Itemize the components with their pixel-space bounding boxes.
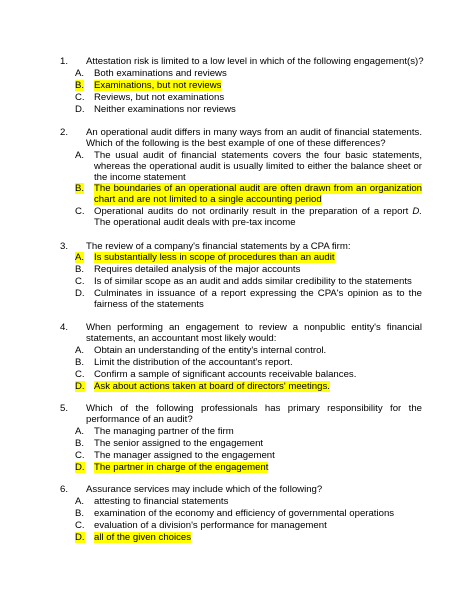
option-letter: A.	[75, 426, 85, 437]
option-letter: A.	[75, 150, 85, 161]
option-letter-highlighted: B.	[75, 80, 85, 91]
option-letter: B.	[75, 264, 85, 275]
option-letter-highlighted: A.	[75, 252, 85, 263]
option-text: Reviews, but not examinations	[94, 92, 225, 103]
option-text-highlighted	[94, 183, 422, 205]
question-text: Attestation risk is limited to a low level in which of the following engagement(s)?	[86, 56, 424, 67]
option-text: examination of the economy and efficiency of governmental operations	[94, 508, 395, 519]
option-text-highlighted: Ask about actions taken at board of directors' meetings.	[94, 381, 330, 392]
question-text: Which of the following professionals has primary responsibility for the performance of an audit?	[86, 403, 422, 425]
option-letter: D.	[75, 104, 85, 115]
question-number: 5.	[60, 403, 69, 414]
question-number: 6.	[60, 484, 69, 495]
option-letter: A.	[75, 68, 85, 79]
option-text: evaluation of a division's performance for management	[94, 520, 327, 531]
option-letter-highlighted: D.	[75, 532, 85, 543]
question-text: An operational audit differs in many ways from an audit of financial statements. Which of the following is the best example of one of these differences?	[86, 127, 422, 149]
option-text: Limit the distribution of the accountant's report.	[94, 357, 293, 368]
option-letter-highlighted: B.	[75, 183, 85, 194]
option-text-highlighted: Is substantially less in scope of procedures than an audit	[94, 252, 335, 263]
option-text: The managing partner of the firm	[94, 426, 234, 437]
option-text: The manager assigned to the engagement	[94, 450, 275, 461]
option-text: Requires detailed analysis of the major accounts	[94, 264, 301, 275]
option-text: Confirm a sample of significant accounts receivable balances.	[94, 369, 357, 380]
option-letter: A.	[75, 345, 85, 356]
option-text-highlighted: all of the given choices	[94, 532, 192, 543]
option-letter: A.	[75, 496, 85, 507]
question-number: 3.	[60, 241, 69, 252]
option-letter: B.	[75, 508, 85, 519]
option-text: The usual audit of financial statements covers the four basic statements, whereas the operational audit is usually limited to either the balance sheet or the income statement	[94, 150, 422, 183]
option-letter: C.	[75, 450, 85, 461]
option-letter: C.	[75, 206, 85, 217]
option-letter: B.	[75, 438, 85, 449]
option-text: The senior assigned to the engagement	[94, 438, 264, 449]
option-text: Is of similar scope as an audit and adds similar credibility to the statements	[94, 276, 412, 287]
question-text: The review of a company's financial statements by a CPA firm:	[86, 241, 351, 252]
option-text-part: The operational audit deals with pre-tax income	[94, 217, 296, 228]
option-letter: D.	[75, 288, 85, 299]
option-letter: B.	[75, 357, 85, 368]
option-text: Obtain an understanding of the entity's internal control.	[94, 345, 327, 356]
option-letter: C.	[75, 520, 85, 531]
option-letter: C.	[75, 276, 85, 287]
option-text: Neither examinations nor reviews	[94, 104, 236, 115]
option-text: Culminates in issuance of a report expressing the CPA's opinion as to the fairness of the statements	[94, 288, 422, 310]
option-letter-highlighted: D.	[75, 381, 85, 392]
option-text-italic: D.	[412, 206, 422, 217]
highlighted-answer: The boundaries of an operational audit are often drawn from an organization chart and are not limited to a single accounting period	[94, 183, 422, 205]
option-text-highlighted: The partner in charge of the engagement	[94, 462, 269, 473]
question-number: 4.	[60, 322, 69, 333]
option-text-part: Operational audits do not ordinarily result in the preparation of a report	[94, 206, 409, 217]
option-text: Both examinations and reviews	[94, 68, 227, 79]
question-number: 1.	[60, 56, 69, 67]
option-text: attesting to financial statements	[94, 496, 229, 507]
option-letter: C.	[75, 92, 85, 103]
option-letter: C.	[75, 369, 85, 380]
option-letter-highlighted: D.	[75, 462, 85, 473]
question-text: Assurance services may include which of the following?	[86, 484, 323, 495]
option-text	[94, 206, 422, 228]
option-text-highlighted: Examinations, but not reviews	[94, 80, 222, 91]
question-text: When performing an engagement to review a nonpublic entity's financial statements, an accountant most likely would:	[86, 322, 422, 344]
question-number: 2.	[60, 127, 69, 138]
